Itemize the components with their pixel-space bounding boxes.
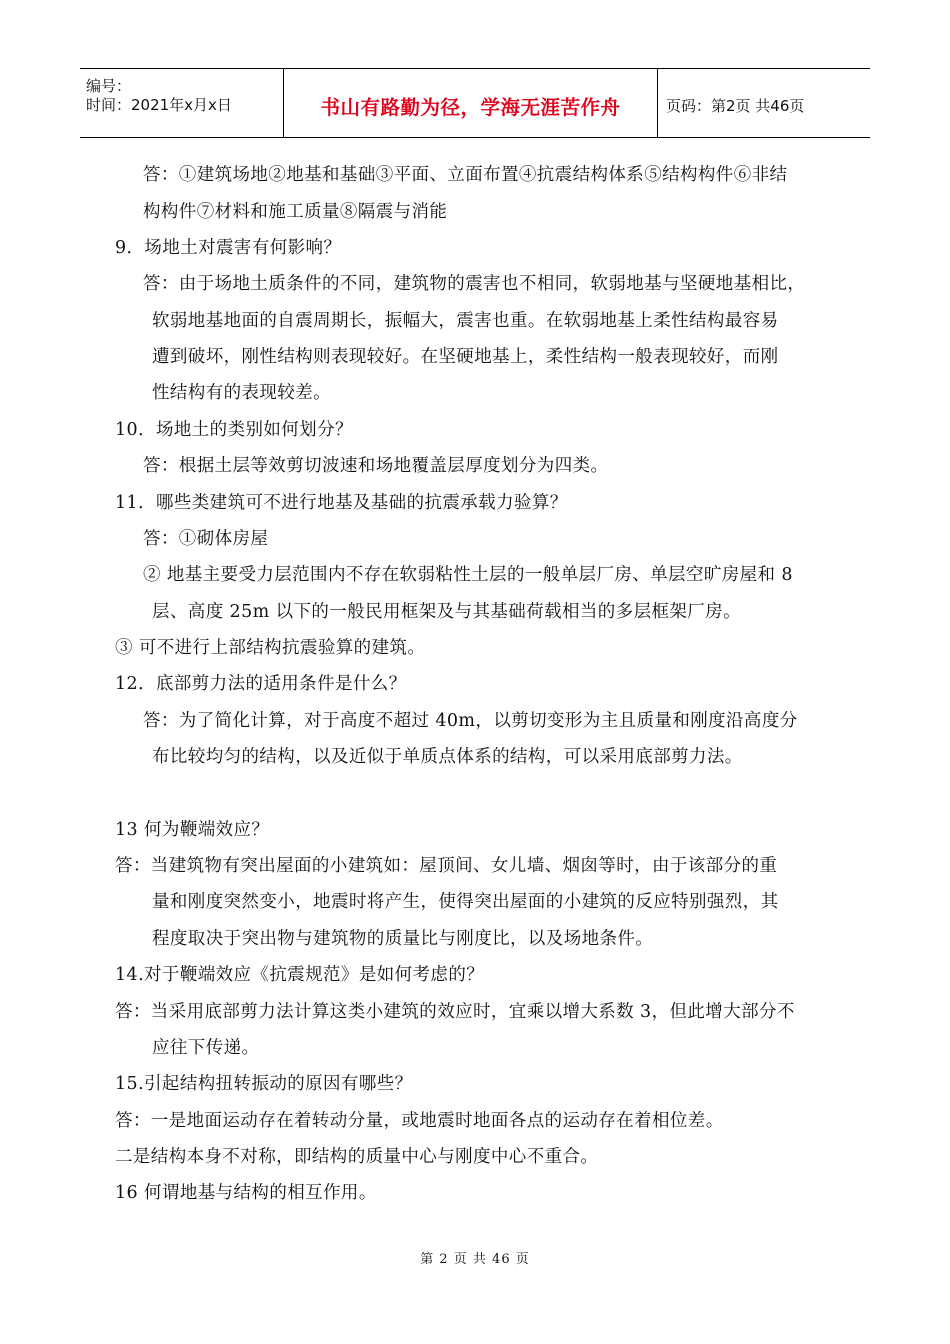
question-line: 14.对于鞭端效应《抗震规范》是如何考虑的？ xyxy=(115,965,485,985)
answer-line: ③ 可不进行上部结构抗震验算的建筑。 xyxy=(115,638,426,658)
serial-number: 编号： xyxy=(86,77,132,95)
header-motto-cell xyxy=(283,69,658,137)
page-header xyxy=(80,68,870,138)
answer-line: 答：为了简化计算，对于高度不超过 40m，以剪切变形为主且质量和刚度沿高度分 xyxy=(143,711,798,731)
answer-line: 答：当采用底部剪力法计算这类小建筑的效应时，宜乘以增大系数 3，但此增大部分不 xyxy=(115,1002,795,1022)
answer-line: 应往下传递。 xyxy=(152,1038,260,1058)
answer-line: 答：由于场地土质条件的不同，建筑物的震害也不相同，软弱地基与坚硬地基相比， xyxy=(143,274,806,294)
question-line: 15.引起结构扭转振动的原因有哪些？ xyxy=(115,1074,413,1094)
answer-line: 程度取决于突出物与建筑物的质量比与刚度比，以及场地条件。 xyxy=(152,929,654,949)
answer-line: 答：一是地面运动存在着转动分量，或地震时地面各点的运动存在着相位差。 xyxy=(115,1111,724,1131)
answer-line: 量和刚度突然变小，地震时将产生，使得突出屋面的小建筑的反应特别强烈，其 xyxy=(152,892,779,912)
page-footer: 第 2 页 共 46 页 xyxy=(420,1252,530,1267)
answer-line: 软弱地基地面的自震周期长，振幅大，震害也重。在软弱地基上柔性结构最容易 xyxy=(152,311,779,331)
answer-line: 遭到破坏，刚性结构则表现较好。在坚硬地基上，柔性结构一般表现较好，而刚 xyxy=(152,347,779,367)
question-line: 9．场地土对震害有何影响？ xyxy=(115,238,342,258)
question-line: 16 何谓地基与结构的相互作用。 xyxy=(115,1183,377,1203)
answer-line: 答：根据土层等效剪切波速和场地覆盖层厚度划分为四类。 xyxy=(143,456,609,476)
header-motto: 书山有路勤为径，学海无涯苦作舟 xyxy=(320,96,621,119)
answer-line: 布比较均匀的结构，以及近似于单质点体系的结构，可以采用底部剪力法。 xyxy=(152,747,743,767)
answer-line: 二是结构本身不对称，即结构的质量中心与刚度中心不重合。 xyxy=(115,1147,599,1167)
header-page-number: 页码：第2页 共46页 xyxy=(666,96,805,115)
question-line: 10．场地土的类别如何划分？ xyxy=(115,420,353,440)
answer-line: 答：当建筑物有突出屋面的小建筑如：屋顶间、女儿墙、烟囱等时，由于该部分的重 xyxy=(115,856,778,876)
answer-line: 性结构有的表现较差。 xyxy=(152,383,331,403)
answer-line: 构构件⑦材料和施工质量⑧隔震与消能 xyxy=(143,202,448,222)
answer-line: 答：①砌体房屋 xyxy=(143,529,269,549)
header-meta xyxy=(80,69,283,137)
answer-line: 答：①建筑场地②地基和基础③平面、立面布置④抗震结构体系⑤结构构件⑥非结 xyxy=(143,165,788,185)
answer-line: 层、高度 25m 以下的一般民用框架及与其基础荷载相当的多层框架厂房。 xyxy=(152,602,741,622)
question-line: 13 何为鞭端效应？ xyxy=(115,820,270,840)
date-label: 时间：2021年x月x日 xyxy=(86,96,232,114)
question-line: 11．哪些类建筑可不进行地基及基础的抗震承载力验算？ xyxy=(115,493,568,513)
header-page-cell xyxy=(658,69,870,137)
answer-line: ② 地基主要受力层范围内不存在软弱粘性土层的一般单层厂房、单层空旷房屋和 8 xyxy=(143,565,793,585)
question-line: 12．底部剪力法的适用条件是什么？ xyxy=(115,674,407,694)
